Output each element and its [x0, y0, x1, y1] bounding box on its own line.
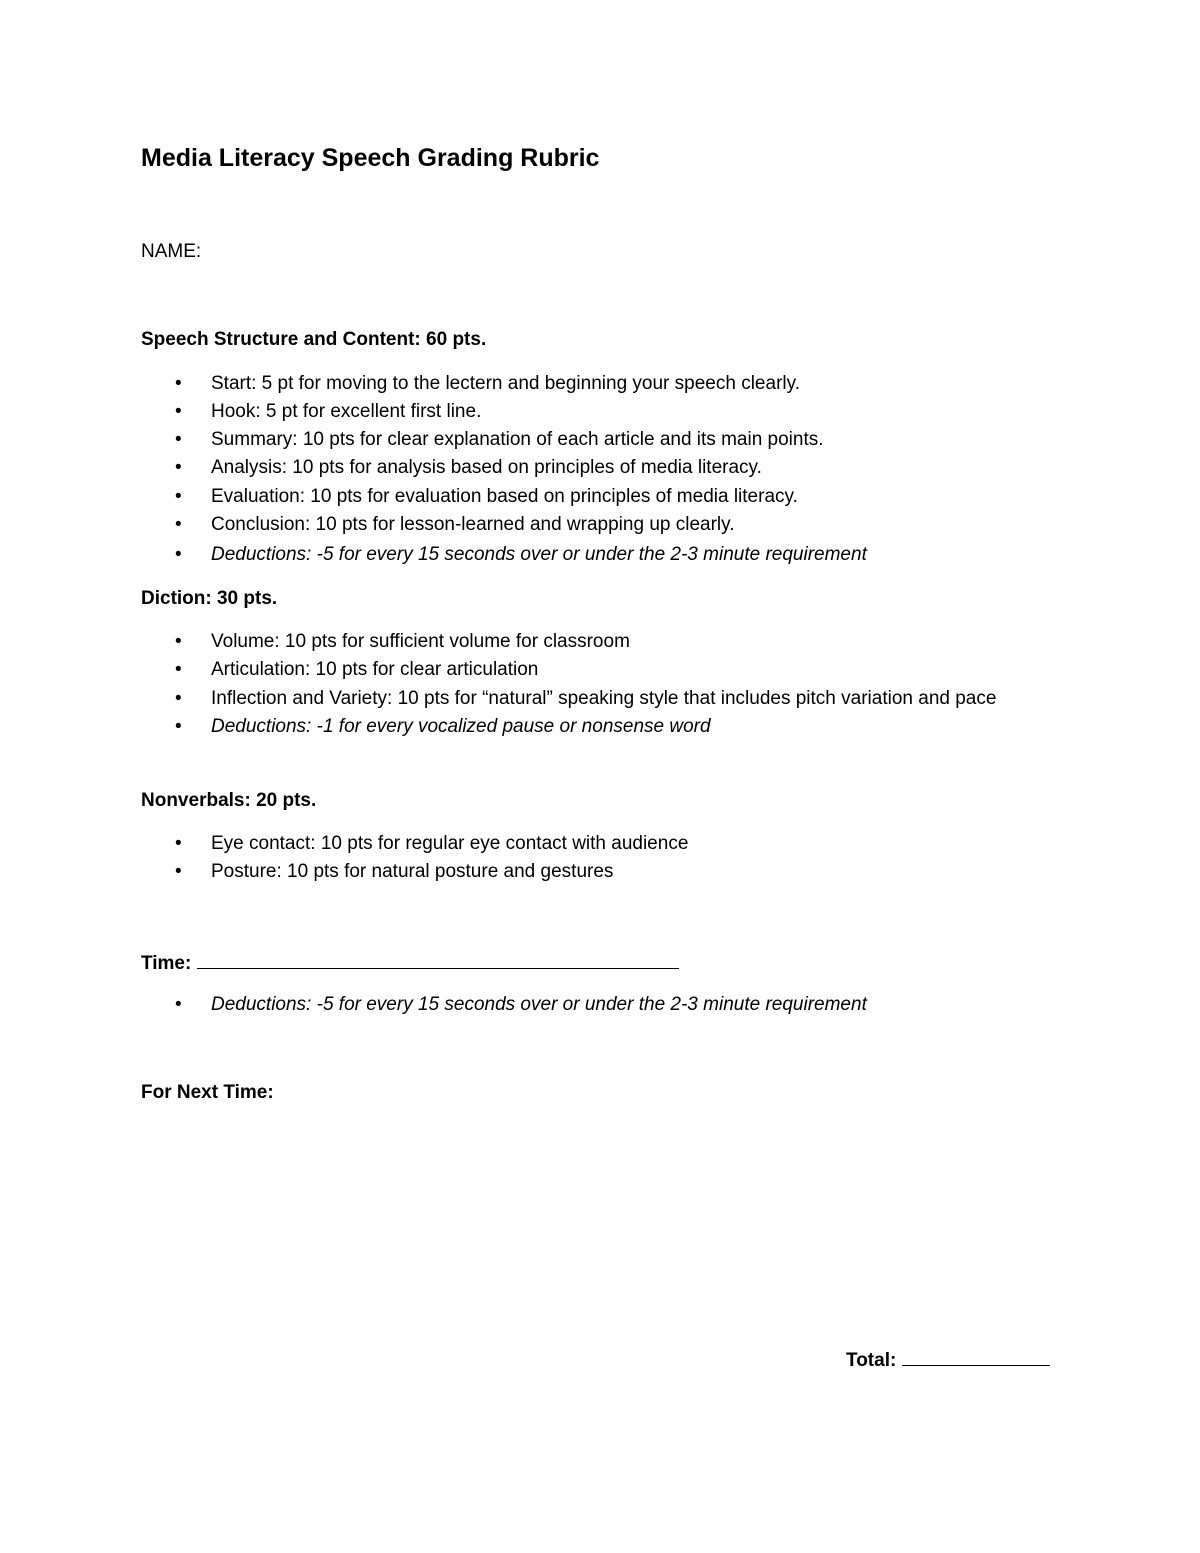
list-item: • Summary: 10 pts for clear explanation of each article and its main points.: [175, 429, 824, 450]
list-item: • Inflection and Variety: 10 pts for “natural” speaking style that includes pitch variation and pace: [175, 688, 997, 709]
bullet-icon: •: [175, 514, 182, 535]
list-item-deduction: • Deductions: -1 for every vocalized pause or nonsense word: [175, 716, 711, 737]
next-time-label: For Next Time:: [141, 1082, 274, 1103]
list-item: • Volume: 10 pts for sufficient volume for classroom: [175, 631, 630, 652]
list-item: • Evaluation: 10 pts for evaluation based on principles of media literacy.: [175, 486, 798, 507]
name-label: NAME:: [141, 241, 202, 262]
time-blank-line[interactable]: [197, 950, 679, 969]
list-item: • Articulation: 10 pts for clear articulation: [175, 659, 539, 680]
page-title: Media Literacy Speech Grading Rubric: [141, 144, 600, 172]
total-blank-line[interactable]: [902, 1347, 1050, 1366]
section-heading-diction: Diction: 30 pts.: [141, 588, 278, 609]
bullet-icon: •: [175, 659, 182, 680]
bullet-icon: •: [175, 861, 182, 882]
bullet-icon: •: [175, 373, 182, 394]
list-item: • Analysis: 10 pts for analysis based on principles of media literacy.: [175, 457, 762, 478]
list-item-deduction: • Deductions: -5 for every 15 seconds over or under the 2-3 minute requirement: [175, 994, 867, 1015]
bullet-icon: •: [175, 457, 182, 478]
bullet-icon: •: [175, 994, 182, 1015]
list-item: • Hook: 5 pt for excellent first line.: [175, 401, 482, 422]
bullet-icon: •: [175, 429, 182, 450]
list-item: • Conclusion: 10 pts for lesson-learned and wrapping up clearly.: [175, 514, 735, 535]
total-field: [846, 1347, 1050, 1372]
bullet-icon: •: [175, 401, 182, 422]
list-item: • Eye contact: 10 pts for regular eye contact with audience: [175, 833, 689, 854]
section-heading-structure: Speech Structure and Content: 60 pts.: [141, 329, 487, 350]
list-item: • Posture: 10 pts for natural posture and gestures: [175, 861, 614, 882]
total-label: Total:: [846, 1350, 897, 1371]
bullet-icon: •: [175, 688, 182, 709]
bullet-icon: •: [175, 716, 182, 737]
time-label: Time:: [141, 953, 192, 974]
bullet-icon: •: [175, 486, 182, 507]
bullet-icon: •: [175, 631, 182, 652]
bullet-icon: •: [175, 544, 182, 565]
time-field: [141, 950, 679, 975]
list-item-deduction: • Deductions: -5 for every 15 seconds over or under the 2-3 minute requirement: [175, 544, 867, 565]
list-item: • Start: 5 pt for moving to the lectern and beginning your speech clearly.: [175, 373, 800, 394]
bullet-icon: •: [175, 833, 182, 854]
section-heading-nonverbals: Nonverbals: 20 pts.: [141, 790, 317, 811]
